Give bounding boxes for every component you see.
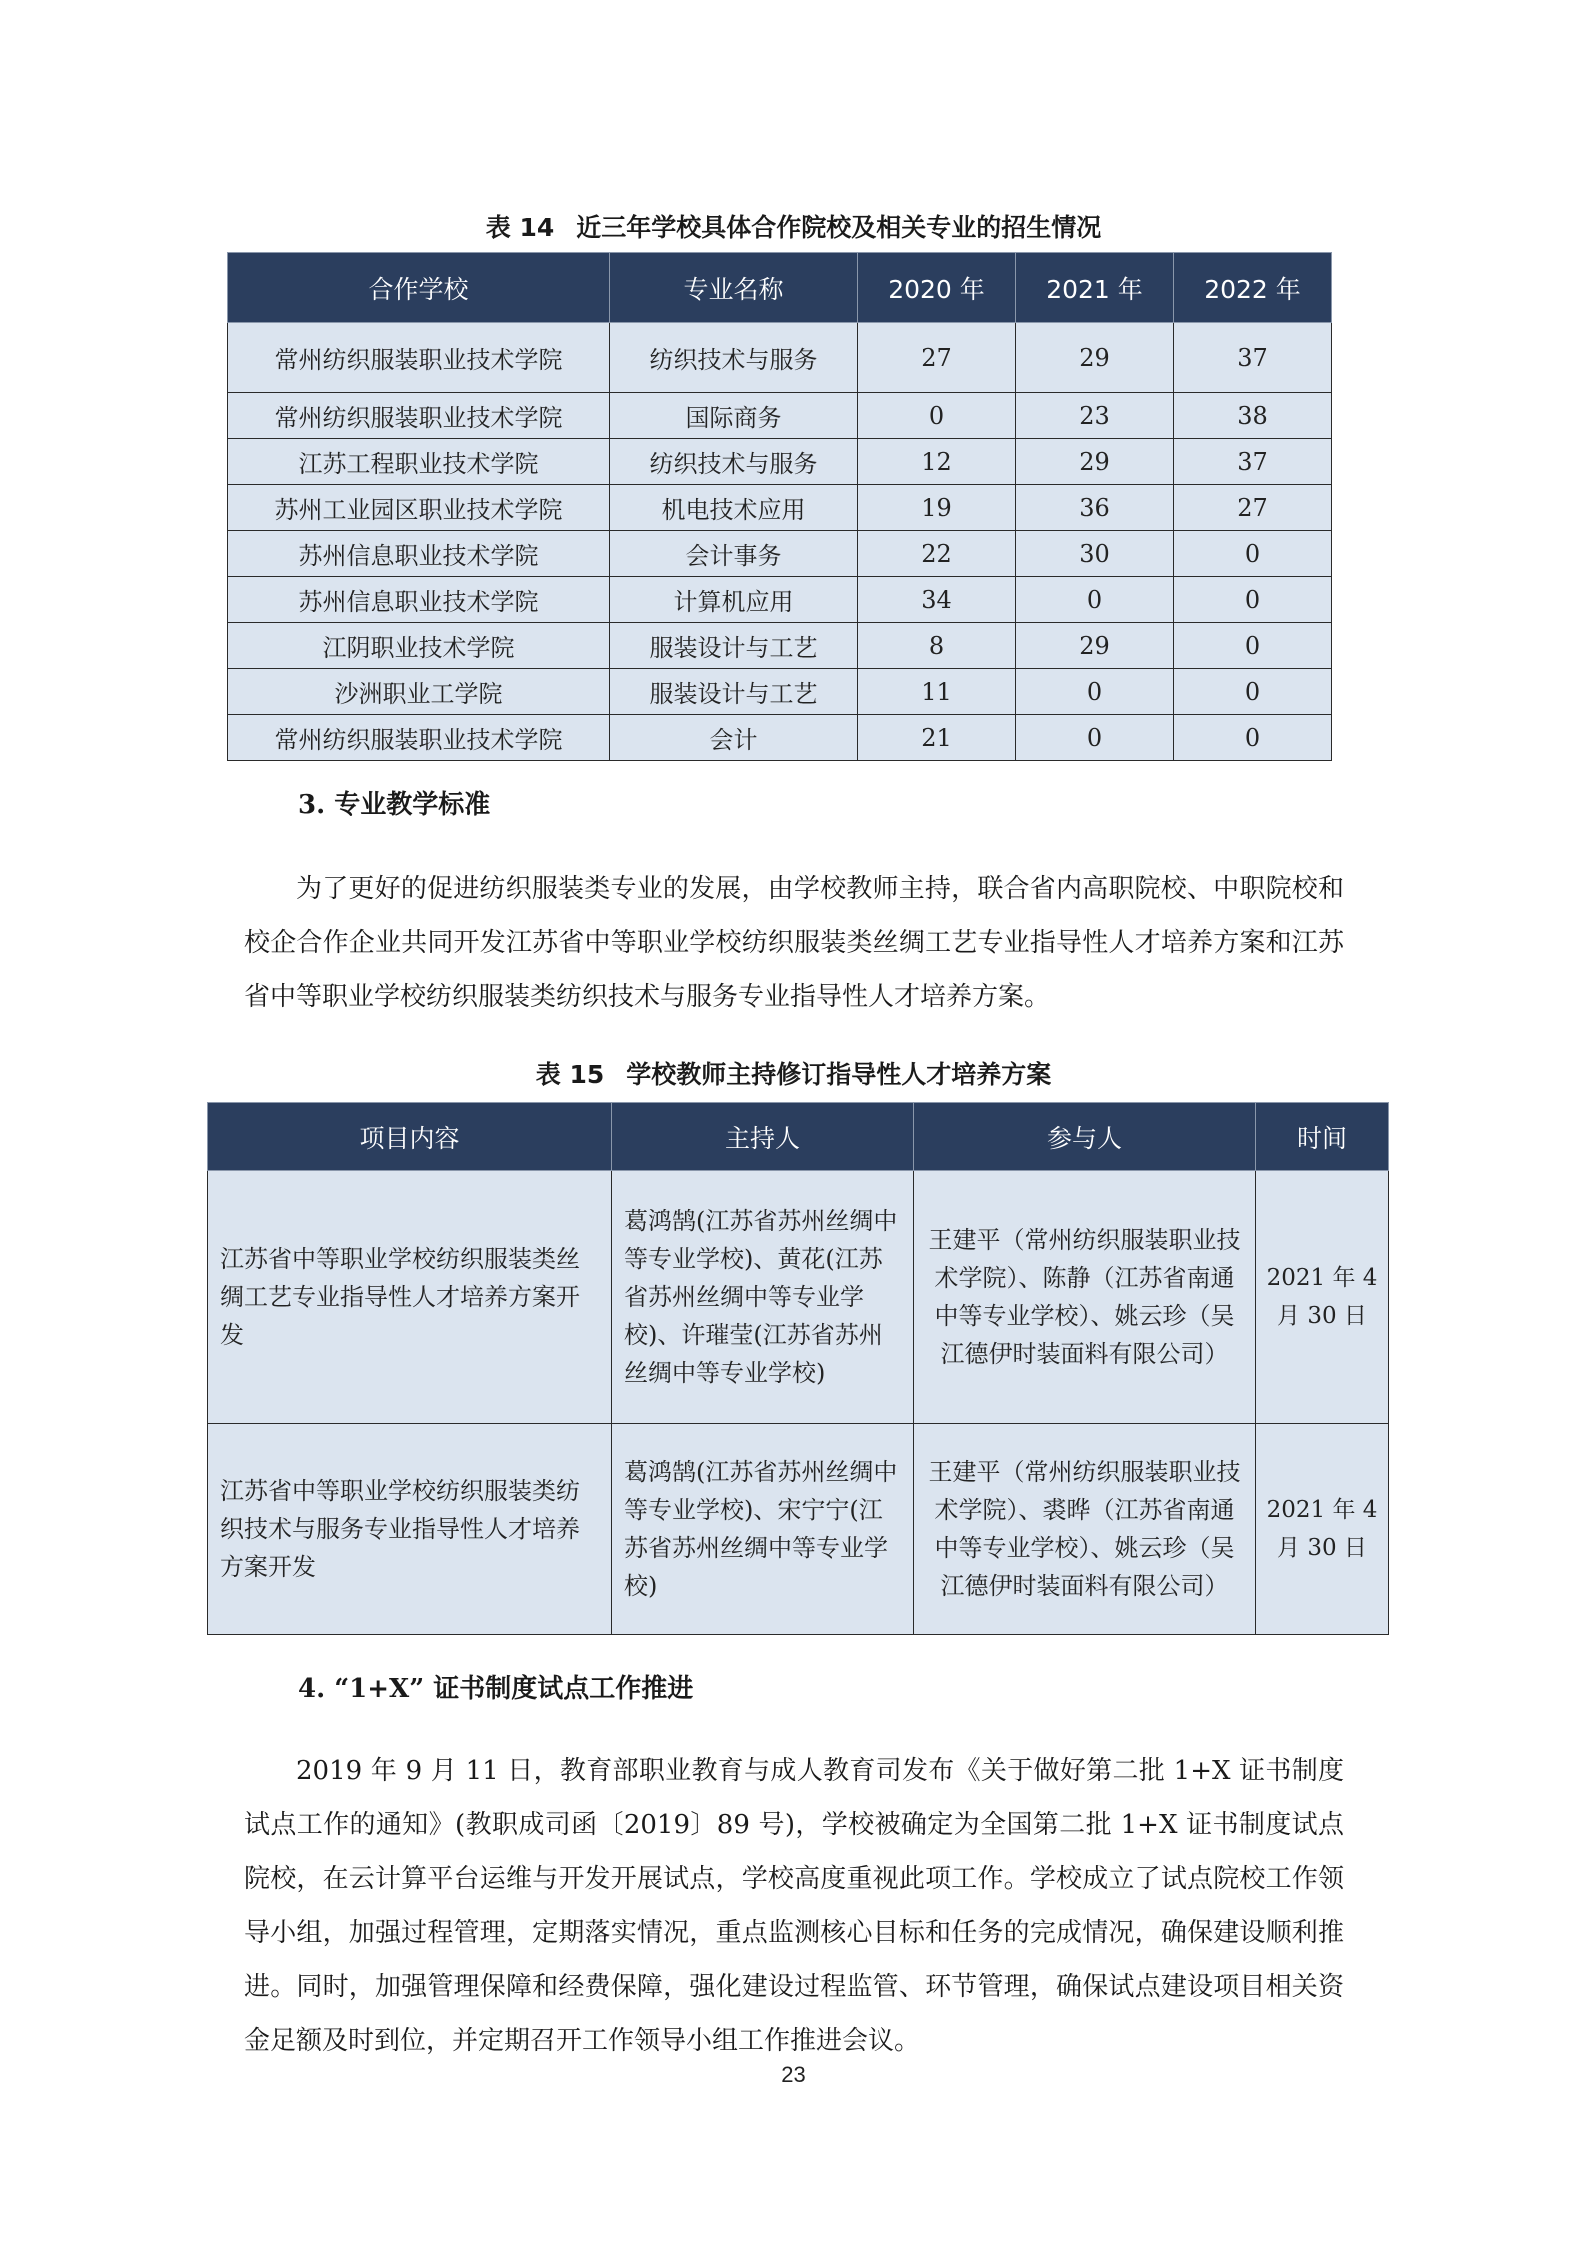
- table14-caption-number: 表 14: [485, 213, 555, 242]
- table-cell: 会计: [610, 715, 858, 761]
- table15-caption: [0, 1055, 1587, 1091]
- table-cell: 葛鸿鹄(江苏省苏州丝绸中等专业学校)、黄花(江苏省苏州丝绸中等专业学校)、许璀莹(江苏省苏州丝绸中等专业学校): [612, 1171, 914, 1424]
- table-cell: 0: [1174, 577, 1332, 623]
- table-row: [228, 623, 1332, 669]
- table-cell: 37: [1174, 323, 1332, 393]
- table-cell: 江苏省中等职业学校纺织服装类纺织技术与服务专业指导性人才培养方案开发: [208, 1424, 612, 1635]
- table-cell: 0: [1174, 623, 1332, 669]
- table-cell: 38: [1174, 393, 1332, 439]
- page-number: 23: [781, 2062, 806, 2087]
- table-cell: 2021 年 4 月 30 日: [1256, 1171, 1389, 1424]
- table-cell: 王建平（常州纺织服装职业技术学院）、陈静（江苏省南通中等专业学校）、姚云珍（吴江德伊时装面料有限公司）: [914, 1171, 1256, 1424]
- training-plan-table: [207, 1102, 1389, 1635]
- enrollment-table: [227, 252, 1332, 761]
- table-cell: 0: [1016, 715, 1174, 761]
- table-cell: 36: [1016, 485, 1174, 531]
- table-cell: 11: [858, 669, 1016, 715]
- table-cell: 0: [1174, 715, 1332, 761]
- table15-caption-text: 学校教师主持修订指导性人才培养方案: [626, 1060, 1052, 1089]
- table-cell: 计算机应用: [610, 577, 858, 623]
- table-cell: 苏州工业园区职业技术学院: [228, 485, 610, 531]
- table-cell: 纺织技术与服务: [610, 439, 858, 485]
- header-cell: 2021 年: [1016, 253, 1174, 323]
- table-cell: 23: [1016, 393, 1174, 439]
- table-cell: 江阴职业技术学院: [228, 623, 610, 669]
- table-cell: 服装设计与工艺: [610, 669, 858, 715]
- table-cell: 葛鸿鹄(江苏省苏州丝绸中等专业学校)、宋宁宁(江苏省苏州丝绸中等专业学校): [612, 1424, 914, 1635]
- table-cell: 常州纺织服装职业技术学院: [228, 715, 610, 761]
- table-cell: 21: [858, 715, 1016, 761]
- table-header-row: [228, 253, 1332, 323]
- table-cell: 29: [1016, 623, 1174, 669]
- table-cell: 会计事务: [610, 531, 858, 577]
- table-cell: 0: [1016, 669, 1174, 715]
- table-cell: 王建平（常州纺织服装职业技术学院）、裘晔（江苏省南通中等专业学校）、姚云珍（吴江德伊时装面料有限公司）: [914, 1424, 1256, 1635]
- table-cell: 12: [858, 439, 1016, 485]
- table-cell: 22: [858, 531, 1016, 577]
- table15-caption-number: 表 15: [535, 1060, 605, 1089]
- table-cell: 37: [1174, 439, 1332, 485]
- table-row: [228, 323, 1332, 393]
- table-cell: 30: [1016, 531, 1174, 577]
- header-cell: 2022 年: [1174, 253, 1332, 323]
- table-cell: 29: [1016, 439, 1174, 485]
- table-cell: 沙洲职业工学院: [228, 669, 610, 715]
- table-row: [228, 531, 1332, 577]
- header-cell: 主持人: [612, 1103, 914, 1171]
- table-row: [228, 715, 1332, 761]
- table-row: [228, 485, 1332, 531]
- body-paragraph: 为了更好的促进纺织服装类专业的发展，由学校教师主持，联合省内高职院校、中职院校和校企合作企业共同开发江苏省中等职业学校纺织服装类丝绸工艺专业指导性人才培养方案和江苏省中等职业学校纺织服装类纺织技术与服务专业指导性人才培养方案。: [244, 874, 1344, 1012]
- table14-caption: [0, 208, 1587, 244]
- table-row: [208, 1171, 1389, 1424]
- table-cell: 苏州信息职业技术学院: [228, 531, 610, 577]
- header-cell: 合作学校: [228, 253, 610, 323]
- table-row: [228, 393, 1332, 439]
- table-cell: 27: [1174, 485, 1332, 531]
- table-cell: 19: [858, 485, 1016, 531]
- table-row: [228, 577, 1332, 623]
- table-cell: 2021 年 4 月 30 日: [1256, 1424, 1389, 1635]
- table-row: [228, 669, 1332, 715]
- table-cell: 34: [858, 577, 1016, 623]
- header-cell: 2020 年: [858, 253, 1016, 323]
- table-cell: 服装设计与工艺: [610, 623, 858, 669]
- table-row: [228, 439, 1332, 485]
- header-cell: 项目内容: [208, 1103, 612, 1171]
- table-cell: 27: [858, 323, 1016, 393]
- table-header-row: [208, 1103, 1389, 1171]
- header-cell: 专业名称: [610, 253, 858, 323]
- table-cell: 常州纺织服装职业技术学院: [228, 393, 610, 439]
- table-cell: 0: [1174, 531, 1332, 577]
- table-cell: 8: [858, 623, 1016, 669]
- table-cell: 国际商务: [610, 393, 858, 439]
- section-heading: 3. 专业教学标准: [298, 790, 491, 820]
- table-row: [208, 1424, 1389, 1635]
- header-cell: 时间: [1256, 1103, 1389, 1171]
- table-cell: 江苏工程职业技术学院: [228, 439, 610, 485]
- table-cell: 机电技术应用: [610, 485, 858, 531]
- table-cell: 0: [1174, 669, 1332, 715]
- header-cell: 参与人: [914, 1103, 1256, 1171]
- table-cell: 苏州信息职业技术学院: [228, 577, 610, 623]
- table-cell: 0: [858, 393, 1016, 439]
- section-heading: 4. “1+X” 证书制度试点工作推进: [298, 1674, 694, 1704]
- table-cell: 29: [1016, 323, 1174, 393]
- table14-caption-text: 近三年学校具体合作院校及相关专业的招生情况: [576, 213, 1102, 242]
- table-cell: 纺织技术与服务: [610, 323, 858, 393]
- table-cell: 0: [1016, 577, 1174, 623]
- table-cell: 江苏省中等职业学校纺织服装类丝绸工艺专业指导性人才培养方案开发: [208, 1171, 612, 1424]
- body-paragraph: 2019 年 9 月 11 日，教育部职业教育与成人教育司发布《关于做好第二批 1+X 证书制度试点工作的通知》(教职成司函〔2019〕89 号)，学校被确定为全国第二批 1+X 证书制度试点院校，在云计算平台运维与开发开展试点，学校高度重视此项工作。学校成立了试点院校工作领导小组，加强过程管理，定期落实情况，重点监测核心目标和任务的完成情况，确保建设顺利推进。同时，加强管理保障和经费保障，强化建设过程监管、环节管理，确保试点建设项目相关资金足额及时到位，并定期召开工作领导小组工作推进会议。: [244, 1756, 1344, 2056]
- table-cell: 常州纺织服装职业技术学院: [228, 323, 610, 393]
